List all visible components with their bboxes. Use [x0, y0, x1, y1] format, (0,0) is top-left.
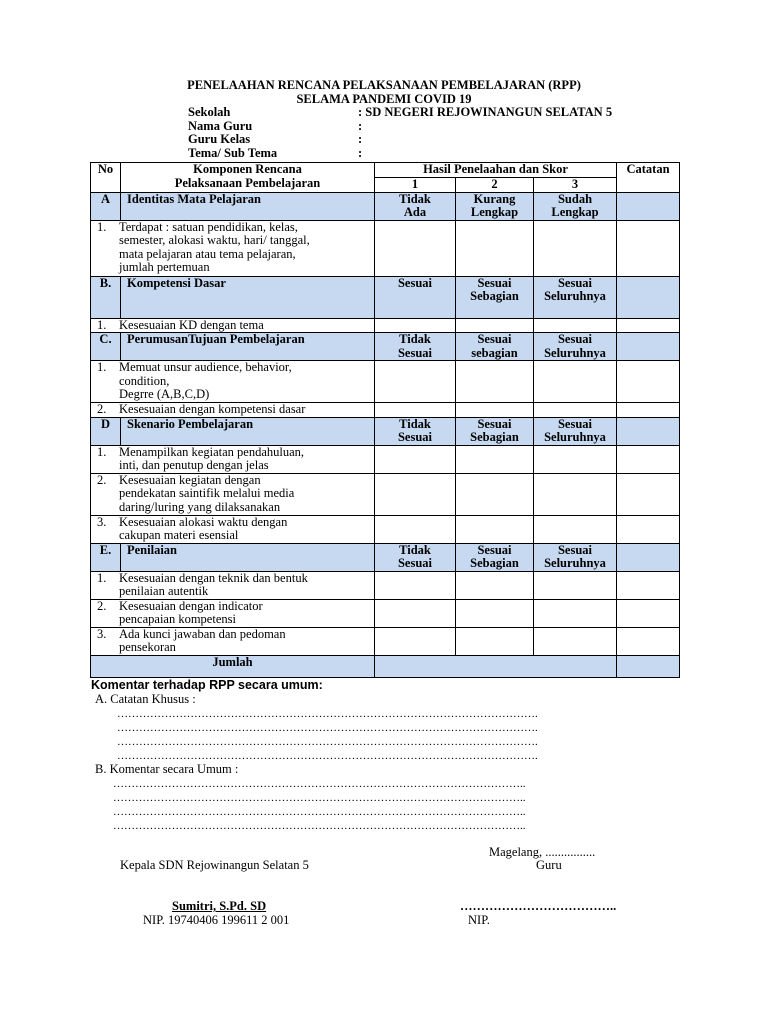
item-number: 1. — [97, 444, 107, 459]
item-text — [91, 572, 374, 599]
info-label: Sekolah — [188, 105, 231, 119]
item-line: Memuat unsur audience, behavior, — [119, 360, 292, 374]
item-line: Kesesuaian KD dengan tema — [119, 317, 264, 332]
review-table — [90, 162, 680, 678]
catatan-cell[interactable] — [617, 318, 680, 333]
section-row — [91, 276, 680, 318]
item-line: cakupan materi esensial — [119, 528, 239, 542]
score-option-3-line: Sesuai — [557, 332, 593, 346]
item-row — [91, 220, 680, 276]
section-title: Identitas Mata Pelajaran — [121, 192, 375, 220]
section-row — [91, 543, 680, 571]
item-line: pendekatan saintifik melalui media — [119, 486, 295, 500]
item-criterion — [91, 473, 375, 515]
dotted-line[interactable]: ……………………………………………………………………………………………………. — [117, 750, 538, 762]
item-text — [91, 446, 374, 473]
item-description — [119, 572, 370, 599]
item-text — [91, 221, 374, 275]
item-text — [91, 474, 374, 515]
catatan-cell[interactable] — [617, 403, 680, 418]
item-description — [119, 516, 370, 543]
dotted-line[interactable]: ………………………………………………………………………………………………….. — [113, 778, 526, 790]
score-option-3-line: Seluruhnya — [544, 345, 606, 360]
score-option-2-line: Sesuai — [477, 416, 512, 431]
score-option-2-line: Sebagian — [470, 289, 519, 303]
dotted-line[interactable]: ………………………………………………………………………………………………….. — [113, 806, 526, 818]
score-option-1 — [375, 543, 456, 571]
left-signer-role: Kepala SDN Rejowinangun Selatan 5 — [120, 858, 309, 872]
left-signer-nip: NIP. 19740406 199611 2 001 — [143, 913, 290, 927]
item-text — [91, 319, 374, 333]
info-value: : — [358, 146, 363, 161]
header-score-2: 2 — [456, 178, 534, 193]
score-option-1-line: Tidak — [399, 542, 431, 557]
score-option-1-line: Sesuai — [397, 275, 433, 290]
section-title: Penilaian — [121, 543, 375, 571]
item-criterion — [91, 220, 375, 276]
score-option-1-line: Ada — [403, 205, 427, 219]
item-line: Kesesuaian dengan teknik dan bentuk — [119, 570, 308, 585]
score-option-1-line: Sesuai — [397, 345, 433, 360]
item-line: Menampilkan kegiatan pendahuluan, — [119, 444, 305, 459]
catatan-cell[interactable] — [617, 571, 680, 599]
score-option-3-line: Lengkap — [551, 205, 599, 219]
komentar-umum-label: B. Komentar secara Umum : — [95, 762, 239, 776]
jumlah-score-cell[interactable] — [375, 655, 617, 677]
item-line: Degrre (A,B,C,D) — [119, 387, 210, 401]
item-number: 1. — [97, 360, 107, 374]
info-value: : — [358, 132, 363, 147]
score-option-2-line: Sesuai — [477, 542, 512, 557]
score-cell-3[interactable] — [534, 220, 617, 276]
dotted-line[interactable]: ……………………………………………………………………………………………………. — [117, 722, 538, 734]
left-signer-name: Sumitri, S.Pd. SD — [172, 899, 267, 913]
info-value: : SD NEGERI REJOWINANGUN SELATAN 5 — [358, 105, 613, 119]
section-row — [91, 333, 680, 361]
score-option-2-line: Lengkap — [470, 205, 519, 219]
dotted-line[interactable]: ………………………………………………………………………………………………….. — [113, 820, 526, 832]
header-komponen — [121, 163, 375, 193]
section-title: Skenario Pembelajaran — [121, 417, 375, 445]
item-criterion — [91, 318, 375, 333]
item-row — [91, 515, 680, 543]
info-row-nama-guru — [188, 120, 612, 134]
header-komponen-line2: Pelaksanaan Pembelajaran — [174, 175, 321, 190]
score-option-2-line: Sebagian — [470, 556, 519, 570]
score-cell-2[interactable] — [456, 571, 534, 599]
item-row — [91, 361, 680, 403]
info-value: : — [358, 118, 363, 133]
score-cell-1[interactable] — [375, 571, 456, 599]
item-line: Kesesuaian dengan indicator — [119, 598, 263, 613]
catatan-cell[interactable] — [617, 361, 680, 403]
section-row — [91, 192, 680, 220]
item-line: daring/luring yang dilaksanakan — [119, 499, 281, 514]
score-cell-2[interactable] — [456, 318, 534, 333]
item-text — [91, 600, 374, 627]
score-option-1-line: Tidak — [399, 416, 431, 431]
item-line: condition, — [119, 373, 170, 388]
item-row — [91, 627, 680, 655]
item-criterion — [91, 515, 375, 543]
section-number: D — [91, 417, 121, 445]
item-number: 2. — [97, 402, 107, 416]
score-option-3-line: Sesuai — [557, 275, 593, 290]
score-option-3 — [534, 276, 617, 318]
section-number: E. — [91, 543, 121, 571]
item-number: 3. — [97, 514, 107, 529]
document-title: PENELAAHAN RENCANA PELAKSANAAN PEMBELAJARAN (RPP) — [187, 78, 581, 92]
item-line: mata pelajaran atau tema pelajaran, — [119, 246, 296, 261]
score-cell-2[interactable] — [456, 403, 534, 418]
score-cell-1[interactable] — [375, 627, 456, 655]
score-cell-1[interactable] — [375, 318, 456, 333]
header-no: No — [91, 163, 121, 193]
header-score-1: 1 — [375, 178, 456, 193]
score-option-1-line: Sesuai — [397, 556, 433, 570]
item-number: 2. — [97, 472, 107, 487]
catatan-cell[interactable] — [617, 599, 680, 627]
item-number: 3. — [97, 626, 107, 641]
item-line: Kesesuaian kegiatan dengan — [119, 472, 261, 487]
info-label: Nama Guru — [188, 118, 253, 133]
score-option-3-line: Sesuai — [557, 416, 593, 431]
dotted-line[interactable]: ………………………………………………………………………………………………….. — [113, 792, 526, 804]
score-option-2 — [456, 417, 534, 445]
header-catatan: Catatan — [617, 163, 680, 193]
score-cell-3[interactable] — [534, 361, 617, 403]
score-cell-3[interactable] — [534, 627, 617, 655]
right-signer-nip: NIP. — [468, 913, 490, 927]
info-block — [188, 106, 612, 161]
info-row-sekolah — [188, 106, 612, 120]
catatan-cell[interactable] — [617, 445, 680, 473]
catatan-cell[interactable] — [617, 515, 680, 543]
item-number: 1. — [97, 317, 107, 332]
jumlah-label: Jumlah — [91, 655, 375, 677]
score-option-1-line: Tidak — [399, 191, 431, 206]
score-cell-1[interactable] — [375, 599, 456, 627]
score-cell-2[interactable] — [456, 445, 534, 473]
info-row-guru-kelas — [188, 133, 612, 147]
score-cell-2[interactable] — [456, 515, 534, 543]
document-subtitle: SELAMA PANDEMI COVID 19 — [296, 92, 472, 106]
score-option-1 — [375, 333, 456, 361]
item-row — [91, 445, 680, 473]
item-text — [91, 516, 374, 543]
item-description — [119, 221, 370, 275]
item-line: pensekoran — [119, 640, 176, 654]
score-option-3 — [534, 333, 617, 361]
info-label: Tema/ Sub Tema — [188, 146, 278, 161]
score-option-1 — [375, 276, 456, 318]
section-catatan-cell — [617, 333, 680, 361]
score-cell-1[interactable] — [375, 403, 456, 418]
score-option-2 — [456, 276, 534, 318]
section-catatan-cell — [617, 192, 680, 220]
score-option-3-line: Sesuai — [557, 542, 593, 557]
section-title: Kompetensi Dasar — [121, 276, 375, 318]
score-option-3-line: Seluruhnya — [544, 556, 606, 570]
score-option-1-line: Tidak — [399, 332, 431, 346]
section-number: A — [91, 192, 121, 220]
score-cell-3[interactable] — [534, 515, 617, 543]
score-cell-2[interactable] — [456, 627, 534, 655]
section-catatan-cell — [617, 543, 680, 571]
score-option-3 — [534, 543, 617, 571]
score-option-3-line: Seluruhnya — [544, 289, 606, 303]
score-cell-3[interactable] — [534, 571, 617, 599]
score-cell-3[interactable] — [534, 403, 617, 418]
item-number: 1. — [97, 570, 107, 585]
score-option-2 — [456, 333, 534, 361]
score-cell-1[interactable] — [375, 361, 456, 403]
info-label: Guru Kelas — [188, 132, 251, 147]
section-title: PerumusanTujuan Pembelajaran — [121, 333, 375, 361]
score-option-2 — [456, 543, 534, 571]
item-line: inti, dan penutup dengan jelas — [119, 458, 269, 472]
item-number: 1. — [97, 219, 107, 234]
item-criterion — [91, 445, 375, 473]
score-cell-3[interactable] — [534, 599, 617, 627]
item-line: jumlah pertemuan — [119, 260, 210, 274]
catatan-cell[interactable] — [617, 473, 680, 515]
place-date: Magelang, ................ — [489, 845, 596, 859]
item-description — [119, 361, 370, 402]
item-row — [91, 403, 680, 418]
score-cell-3[interactable] — [534, 445, 617, 473]
score-cell-1[interactable] — [375, 445, 456, 473]
score-cell-2[interactable] — [456, 220, 534, 276]
score-option-2-line: Sesuai — [477, 332, 512, 346]
table-header-row — [91, 163, 680, 178]
item-text — [91, 403, 374, 417]
item-description — [119, 319, 370, 333]
item-text — [91, 628, 374, 655]
item-line: Kesesuaian alokasi waktu dengan — [119, 514, 288, 529]
score-option-2-line: Sesuai — [477, 275, 512, 290]
item-criterion — [91, 571, 375, 599]
dotted-line[interactable]: ……………………………………………………………………………………………………. — [117, 708, 538, 720]
right-signer-role: Guru — [536, 858, 562, 872]
score-cell-1[interactable] — [375, 473, 456, 515]
score-cell-1[interactable] — [375, 515, 456, 543]
item-row — [91, 473, 680, 515]
score-option-3-line: Seluruhnya — [544, 430, 606, 444]
score-cell-1[interactable] — [375, 220, 456, 276]
score-option-1-line: Sesuai — [397, 430, 433, 444]
catatan-khusus-label: A. Catatan Khusus : — [95, 692, 196, 706]
item-criterion — [91, 627, 375, 655]
item-row — [91, 599, 680, 627]
section-catatan-cell — [617, 276, 680, 318]
score-option-3 — [534, 417, 617, 445]
item-criterion — [91, 403, 375, 418]
catatan-cell[interactable] — [617, 627, 680, 655]
item-description — [119, 446, 370, 473]
header-hasil: Hasil Penelaahan dan Skor — [375, 163, 617, 178]
catatan-cell[interactable] — [617, 220, 680, 276]
score-option-2-line: sebagian — [471, 345, 518, 360]
item-line: penilaian autentik — [119, 584, 209, 598]
item-description — [119, 403, 370, 417]
item-line: Kesesuaian dengan kompetensi dasar — [119, 402, 306, 416]
item-criterion — [91, 599, 375, 627]
info-row-tema — [188, 147, 612, 161]
item-row — [91, 318, 680, 333]
score-cell-3[interactable] — [534, 473, 617, 515]
score-option-1 — [375, 192, 456, 220]
item-line: pencapaian kompetensi — [119, 612, 236, 626]
score-cell-2[interactable] — [456, 473, 534, 515]
section-number: B. — [91, 276, 121, 318]
score-cell-3[interactable] — [534, 318, 617, 333]
score-option-3-line: Sudah — [557, 191, 593, 206]
score-cell-2[interactable] — [456, 599, 534, 627]
item-description — [119, 600, 370, 627]
dotted-line[interactable]: ……………………………………………………………………………………………………. — [117, 736, 538, 748]
score-cell-2[interactable] — [456, 361, 534, 403]
item-line: semester, alokasi waktu, hari/ tanggal, — [119, 233, 310, 247]
item-criterion — [91, 361, 375, 403]
section-row — [91, 417, 680, 445]
jumlah-row — [91, 655, 680, 677]
item-row — [91, 571, 680, 599]
item-line: Terdapat : satuan pendidikan, kelas, — [119, 219, 298, 234]
section-number: C. — [91, 333, 121, 361]
score-option-2-line: Kurang — [473, 191, 516, 206]
item-text — [91, 361, 374, 402]
score-option-1 — [375, 417, 456, 445]
header-komponen-line1: Komponen Rencana — [193, 162, 302, 176]
comment-title: Komentar terhadap RPP secara umum: — [91, 678, 323, 692]
right-signer-name: ……………………………….. — [460, 899, 617, 913]
score-option-2-line: Sebagian — [470, 430, 519, 444]
item-description — [119, 628, 370, 655]
item-description — [119, 474, 370, 515]
section-catatan-cell — [617, 417, 680, 445]
jumlah-catatan-cell[interactable] — [617, 655, 680, 677]
score-option-3 — [534, 192, 617, 220]
item-number: 2. — [97, 598, 107, 613]
item-line: Ada kunci jawaban dan pedoman — [119, 626, 286, 641]
score-option-2 — [456, 192, 534, 220]
header-score-3: 3 — [534, 178, 617, 193]
